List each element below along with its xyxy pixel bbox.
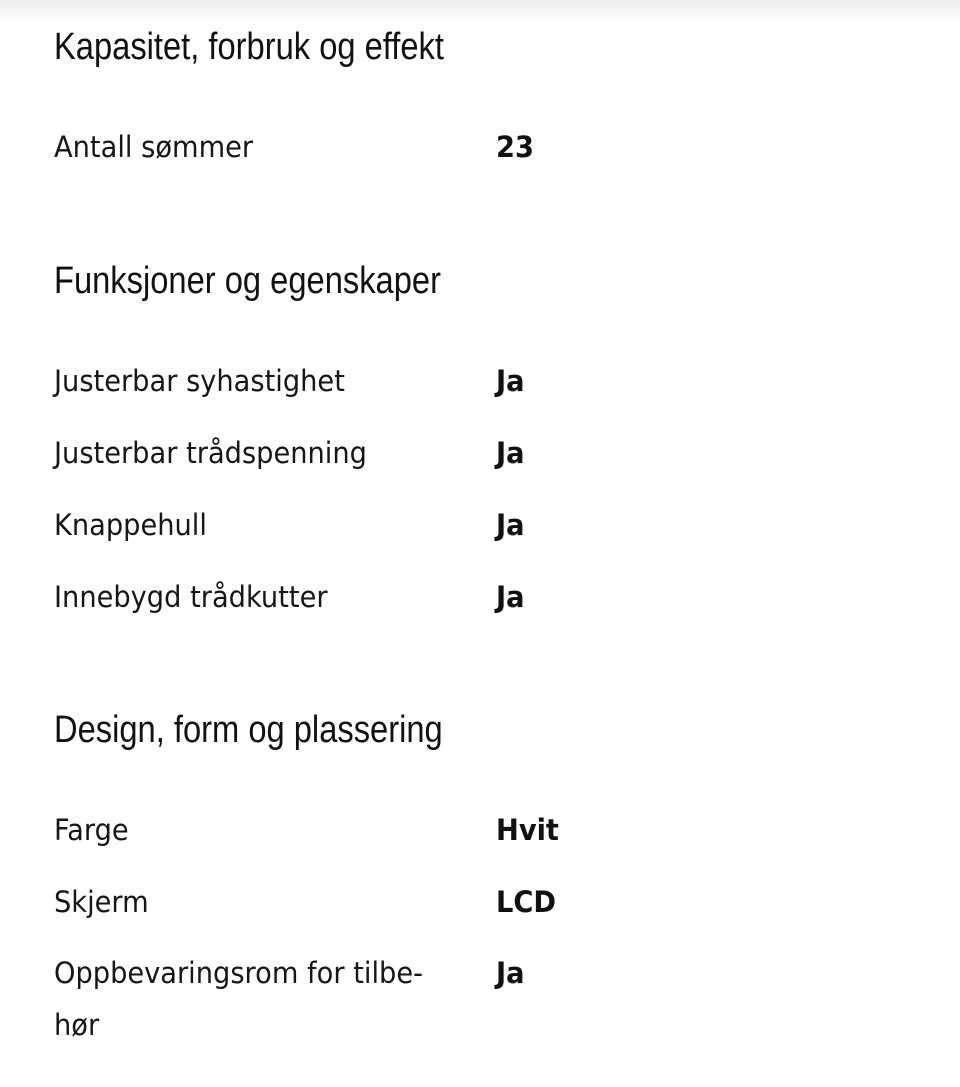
spec-label: Justerbar syhastighet [54,364,345,398]
spec-value: 23 [496,130,534,164]
spec-value: Ja [496,956,525,990]
spec-value: LCD [496,885,557,919]
spec-value: Hvit [496,813,559,847]
spec-value: Ja [496,580,525,614]
section-title-design: Design, form og plassering [54,709,443,751]
spec-label: Skjerm [54,885,149,919]
spec-label: Justerbar trådspenning [54,436,367,470]
spec-label: Innebygd trådkutter [54,580,328,614]
section-title-capacity: Kapasitet, forbruk og effekt [54,26,444,68]
spec-label: Antall sømmer [54,130,254,164]
spec-label: Knappehull [54,508,207,542]
spec-value: Ja [496,436,525,470]
spec-value: Ja [496,508,525,542]
spec-label: Farge [54,813,129,847]
spec-label: Oppbevaringsrom for tilbe- hør [54,956,423,1042]
top-bar-shadow [0,0,960,22]
section-title-functions: Funksjoner og egenskaper [54,260,441,302]
spec-value: Ja [496,364,525,398]
